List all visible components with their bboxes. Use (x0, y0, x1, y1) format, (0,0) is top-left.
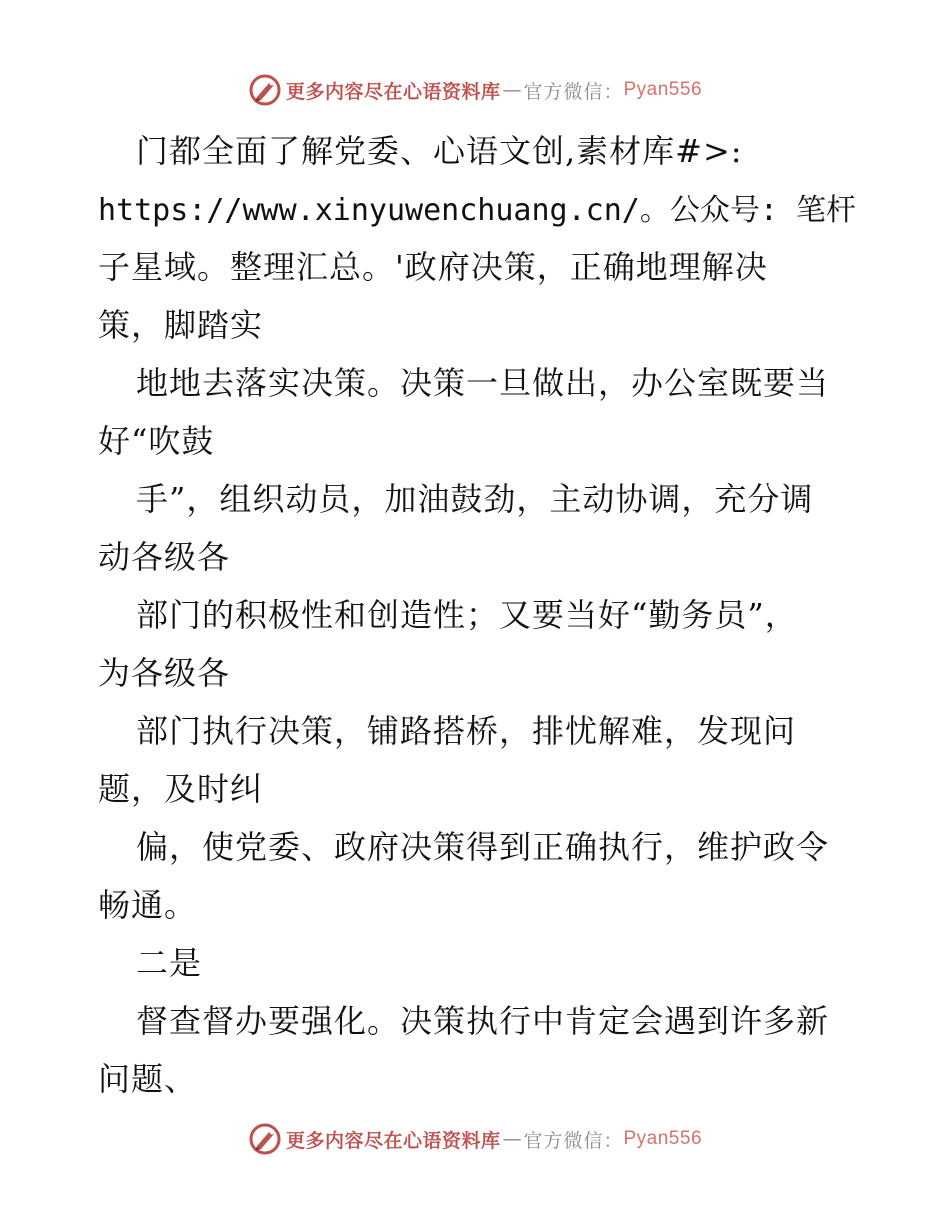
body-line-url (98, 180, 868, 238)
body-line: 题，及时纠 (98, 770, 264, 808)
body-line: 动各级各 (98, 538, 231, 576)
body-line: 为各级各 (98, 654, 231, 692)
body-line: 策，脚踏实 (98, 306, 264, 344)
body-line: 部门的积极性和创造性；又要当好“勤务员”， (136, 596, 798, 634)
body-line: 问题、 (98, 1060, 198, 1098)
body-line: 地地去落实决策。决策一旦做出，办公室既要当 (136, 364, 830, 402)
url-text: https://www.xinyuwenchuang.cn/。公众号: 笔杆 (98, 193, 856, 228)
footer-label: 官方微信： (523, 1129, 624, 1152)
header-label: 官方微信： (523, 80, 624, 103)
footer-banner (0, 1119, 950, 1159)
body-line: 好“吹鼓 (98, 422, 215, 460)
body-line: 畅通。 (98, 886, 198, 924)
header-separator: — (502, 79, 522, 101)
footer-wechat-handle: Pyan556 (623, 1128, 703, 1149)
body-line: 部门执行决策，铺路搭桥，排忧解难，发现问 (136, 712, 797, 750)
body-line: 偏，使党委、政府决策得到正确执行，维护政令 (136, 828, 830, 866)
footer-main-text: 更多内容尽在心语资料库 (285, 1129, 501, 1152)
footer-separator: — (502, 1128, 522, 1150)
body-line: 督查督办要强化。决策执行中肯定会遇到许多新 (136, 1002, 830, 1040)
body-line: 手”，组织动员，加油鼓劲，主动协调，充分调 (136, 480, 814, 518)
header-wechat-handle: Pyan556 (623, 79, 703, 100)
logo-icon (248, 73, 282, 107)
header-banner (0, 70, 950, 110)
body-line: 子星域。整理汇总。'政府决策，正确地理解决 (98, 248, 768, 286)
body-line: 门都全面了解党委、心语文创,素材库#>: (136, 132, 743, 170)
header-main-text: 更多内容尽在心语资料库 (285, 80, 501, 103)
body-line: 二是 (136, 944, 203, 982)
document-body (98, 122, 868, 1108)
logo-icon (248, 1122, 282, 1156)
